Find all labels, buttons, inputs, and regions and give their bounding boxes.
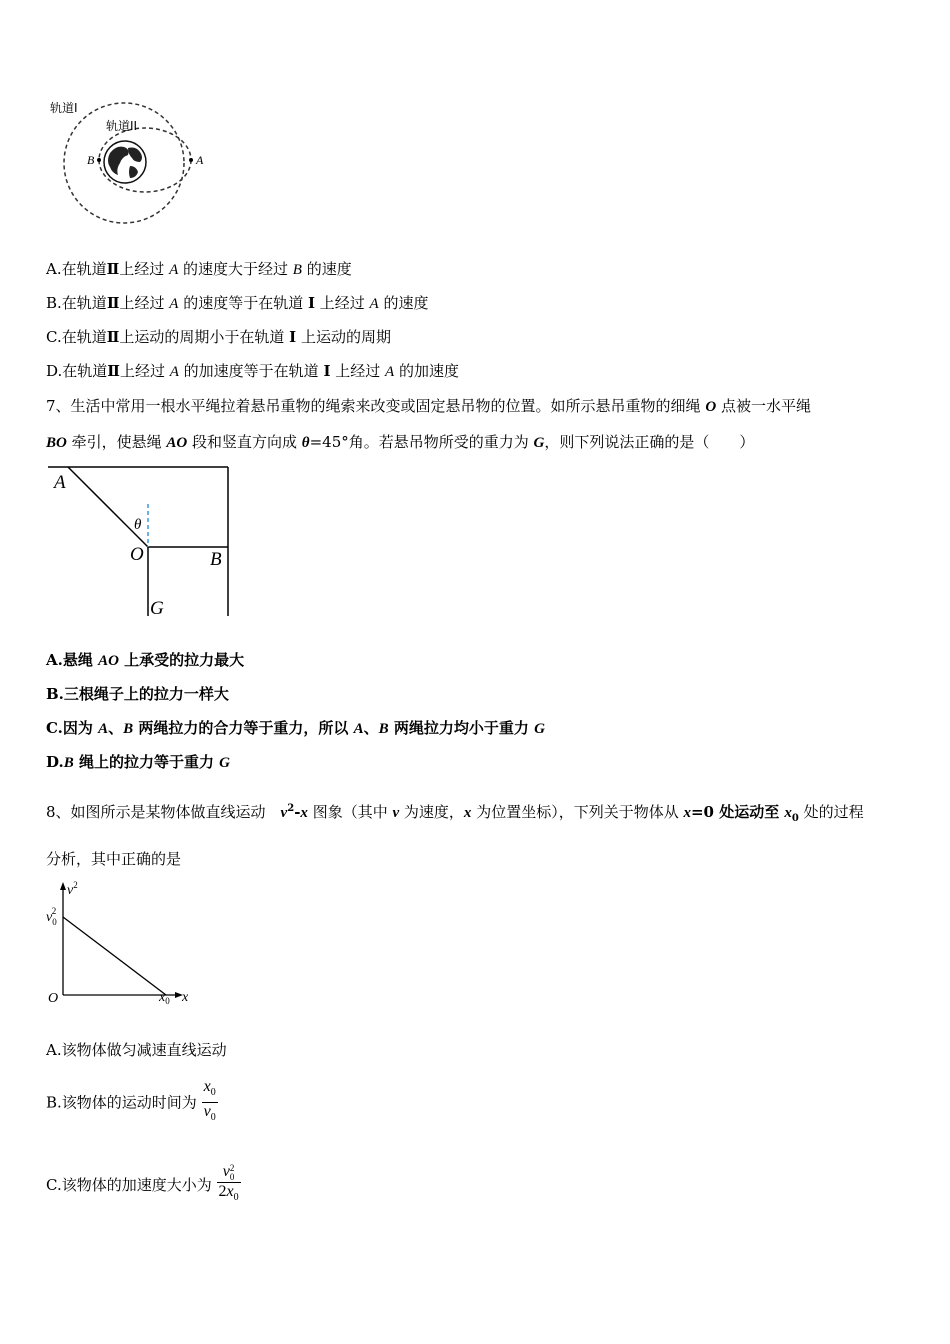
q8-stem-line-2: 分析，其中正确的是	[46, 850, 182, 868]
q7-option-c: C.因为 A、B 两绳拉力的合力等于重力，所以 A、B 两绳拉力均小于重力 G	[46, 719, 545, 737]
q6-option-c: C.在轨道Ⅱ上运动的周期小于在轨道 Ⅰ 上运动的周期	[46, 328, 391, 346]
q8-option-b: B.该物体的运动时间为 $\frac{x_0}{v_0}$	[46, 1078, 218, 1127]
label-A: A	[54, 472, 66, 493]
q6-option-b: B.在轨道Ⅱ上经过 A 的速度等于在轨道 Ⅰ 上经过 A 的速度	[46, 294, 429, 312]
orbit-figure	[44, 98, 214, 238]
q8-stem-line-1: 8、如图所示是某物体做直线运动 $v^2-x$ 图象（其中 v 为速度，x 为位置坐标），下列关于物体从 x=0 处运动至 $x_0$ 处的过程	[46, 803, 864, 824]
q6-option-a: A.在轨道Ⅱ上经过 A 的速度大于经过 B 的速度	[46, 260, 352, 278]
q8-option-a: A.该物体做匀减速直线运动	[46, 1041, 227, 1059]
label-B: B	[87, 153, 95, 167]
q7-option-b: B.三根绳子上的拉力一样大	[46, 685, 229, 703]
x-axis-label: x	[182, 990, 189, 1005]
label-A: A	[196, 153, 204, 167]
fraction-x0-over-v0: $\frac{x_0}{v_0}$	[203, 1078, 216, 1124]
label-orbit-1: 轨道I	[50, 101, 78, 115]
earth-icon	[104, 141, 146, 183]
y-axis-arrow	[60, 882, 66, 890]
q7-stem-line-1: 7、生活中常用一根水平绳拉着悬吊重物的绳索来改变或固定悬吊物的位置。如所示悬吊重物的细绳 O 点被一水平绳	[46, 397, 811, 415]
point-B	[97, 158, 101, 162]
graph-line	[63, 917, 166, 995]
q6-option-d: D.在轨道Ⅱ上经过 A 的加速度等于在轨道 Ⅰ 上经过 A 的加速度	[46, 362, 459, 380]
label-theta: θ	[134, 517, 142, 533]
y-axis-label: $v^2$	[67, 880, 78, 898]
origin-label: O	[48, 991, 59, 1006]
label-orbit-2: 轨道II	[106, 119, 138, 133]
q7-option-a: A.悬绳 AO 上承受的拉力最大	[46, 651, 245, 669]
v0-squared-label: $v_02$	[46, 906, 57, 927]
rope-figure	[44, 462, 244, 622]
q7-stem-line-2: BO 牵引，使悬绳 AO 段和竖直方向成 θ=45°角。若悬吊物所受的重力为 G，则下列说法正确的是（ ）	[46, 433, 755, 451]
q8-option-c: C.该物体的加速度大小为 v 2 0 $2x_0$	[46, 1162, 241, 1207]
x0-label: $x_0$	[159, 990, 170, 1006]
v2-x-graph	[40, 876, 210, 1011]
rope-AO	[68, 467, 148, 547]
fraction-v0sq-over-2x0: v 2 0 $2x_0$	[218, 1162, 239, 1203]
point-A	[189, 158, 193, 162]
label-O: O	[130, 544, 144, 565]
q7-option-d: D.B 绳上的拉力等于重力 G	[46, 753, 231, 771]
label-G: G	[150, 598, 164, 619]
label-B: B	[210, 549, 222, 570]
